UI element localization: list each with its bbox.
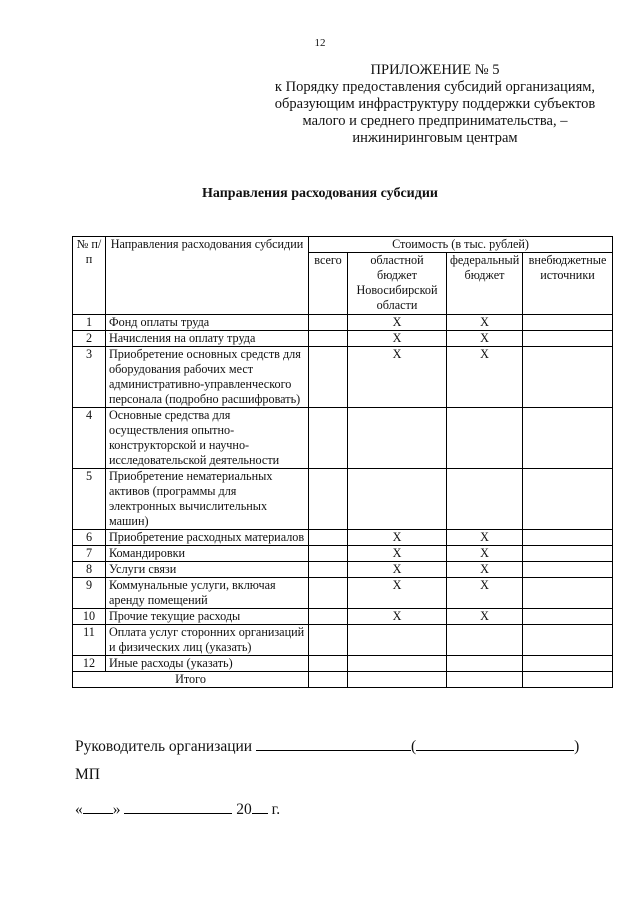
row-total [309, 625, 348, 656]
row-direction: Приобретение расходных материалов [106, 530, 309, 546]
total-row [73, 672, 613, 688]
total-label: Итого [73, 672, 309, 688]
row-extra-budget [523, 347, 613, 408]
row-direction: Иные расходы (указать) [106, 656, 309, 672]
row-direction: Прочие текущие расходы [106, 609, 309, 625]
row-direction: Приобретение нематериальных активов (программы для электронных вычислительных машин) [106, 469, 309, 530]
total-cell-total [309, 672, 348, 688]
appendix-block [270, 62, 600, 147]
header-extra-budget: внебюджетные источники [523, 253, 613, 315]
table-row [73, 331, 613, 347]
year-prefix: 20 [236, 801, 252, 818]
row-direction: Коммунальные услуги, включая аренду помещений [106, 578, 309, 609]
row-federal-budget [447, 656, 523, 672]
row-regional-budget [348, 625, 447, 656]
row-number: 7 [73, 546, 106, 562]
row-regional-budget [348, 469, 447, 530]
row-number: 6 [73, 530, 106, 546]
header-regional-budget: областной бюджет Новосибирской области [348, 253, 447, 315]
year-suffix: г. [271, 801, 281, 818]
row-federal-budget: Х [447, 562, 523, 578]
row-federal-budget: Х [447, 609, 523, 625]
row-federal-budget: Х [447, 530, 523, 546]
row-extra-budget [523, 315, 613, 331]
date-open-quote: « [75, 801, 83, 818]
table-row [73, 562, 613, 578]
row-number: 10 [73, 609, 106, 625]
header-num: № п/п [73, 237, 106, 315]
header-cost: Стоимость (в тыс. рублей) [309, 237, 613, 253]
row-regional-budget: Х [348, 546, 447, 562]
row-total [309, 315, 348, 331]
page-number: 12 [314, 37, 326, 49]
row-total [309, 530, 348, 546]
month-blank[interactable] [124, 798, 232, 814]
appendix-subtitle: к Порядку предоставления субсидий организациям, образующим инфраструктуру поддержки субъектов малого и среднего предпринимательства, – инжиниринговым центрам [274, 79, 596, 146]
signature-label: Руководитель организации [75, 738, 253, 755]
row-federal-budget [447, 469, 523, 530]
row-number: 1 [73, 315, 106, 331]
year-blank[interactable] [252, 798, 268, 814]
row-regional-budget: Х [348, 530, 447, 546]
signature-close-paren: ) [574, 738, 580, 755]
table-row [73, 656, 613, 672]
row-extra-budget [523, 331, 613, 347]
row-total [309, 546, 348, 562]
day-blank[interactable] [83, 798, 113, 814]
name-blank[interactable] [416, 735, 574, 751]
table-row [73, 469, 613, 530]
row-total [309, 578, 348, 609]
row-extra-budget [523, 562, 613, 578]
row-total [309, 408, 348, 469]
row-total [309, 609, 348, 625]
header-total: всего [309, 253, 348, 315]
row-direction: Услуги связи [106, 562, 309, 578]
table-row [73, 315, 613, 331]
row-number: 3 [73, 347, 106, 408]
row-regional-budget: Х [348, 609, 447, 625]
table-row [73, 530, 613, 546]
row-direction: Приобретение основных средств для оборудования рабочих мест административно-управленческого персонала (подробно расшифровать) [106, 347, 309, 408]
table-body [73, 315, 613, 672]
stamp-label: МП [75, 766, 100, 783]
row-federal-budget [447, 408, 523, 469]
signature-open-paren: ( [410, 738, 417, 755]
table-row [73, 578, 613, 609]
row-direction: Начисления на оплату труда [106, 331, 309, 347]
row-number: 9 [73, 578, 106, 609]
row-direction: Основные средства для осуществления опытно-конструкторской и научно-исследовательской деятельности [106, 408, 309, 469]
row-federal-budget: Х [447, 347, 523, 408]
row-total [309, 469, 348, 530]
header-direction: Направления расходования субсидии [106, 237, 309, 315]
row-extra-budget [523, 656, 613, 672]
row-federal-budget [447, 625, 523, 656]
row-regional-budget: Х [348, 315, 447, 331]
row-regional-budget: Х [348, 331, 447, 347]
date-close-quote: » [112, 801, 121, 818]
row-number: 8 [73, 562, 106, 578]
signature-line [75, 735, 579, 756]
row-regional-budget [348, 408, 447, 469]
signature-blank[interactable] [256, 735, 411, 751]
row-regional-budget [348, 656, 447, 672]
table-row [73, 625, 613, 656]
row-total [309, 656, 348, 672]
appendix-title: ПРИЛОЖЕНИЕ № 5 [370, 62, 500, 78]
header-federal-budget: федеральный бюджет [447, 253, 523, 315]
row-direction: Командировки [106, 546, 309, 562]
row-federal-budget: Х [447, 578, 523, 609]
row-number: 11 [73, 625, 106, 656]
row-number: 5 [73, 469, 106, 530]
total-cell-extra [523, 672, 613, 688]
row-federal-budget: Х [447, 315, 523, 331]
document-title: Направления расходования субсидии [202, 186, 438, 201]
row-total [309, 347, 348, 408]
row-regional-budget: Х [348, 347, 447, 408]
row-extra-budget [523, 530, 613, 546]
row-number: 2 [73, 331, 106, 347]
table-row [73, 408, 613, 469]
row-federal-budget: Х [447, 331, 523, 347]
row-total [309, 562, 348, 578]
total-cell-federal [447, 672, 523, 688]
row-extra-budget [523, 546, 613, 562]
row-extra-budget [523, 578, 613, 609]
row-extra-budget [523, 609, 613, 625]
table-row [73, 546, 613, 562]
row-extra-budget [523, 469, 613, 530]
row-federal-budget: Х [447, 546, 523, 562]
row-extra-budget [523, 408, 613, 469]
row-direction: Оплата услуг сторонних организаций и физических лиц (указать) [106, 625, 309, 656]
expense-table [72, 236, 613, 688]
row-regional-budget: Х [348, 578, 447, 609]
row-total [309, 331, 348, 347]
total-cell-regional [348, 672, 447, 688]
row-number: 4 [73, 408, 106, 469]
table-row [73, 609, 613, 625]
row-extra-budget [523, 625, 613, 656]
table-row [73, 347, 613, 408]
row-number: 12 [73, 656, 106, 672]
date-line [75, 798, 280, 819]
row-regional-budget: Х [348, 562, 447, 578]
row-direction: Фонд оплаты труда [106, 315, 309, 331]
